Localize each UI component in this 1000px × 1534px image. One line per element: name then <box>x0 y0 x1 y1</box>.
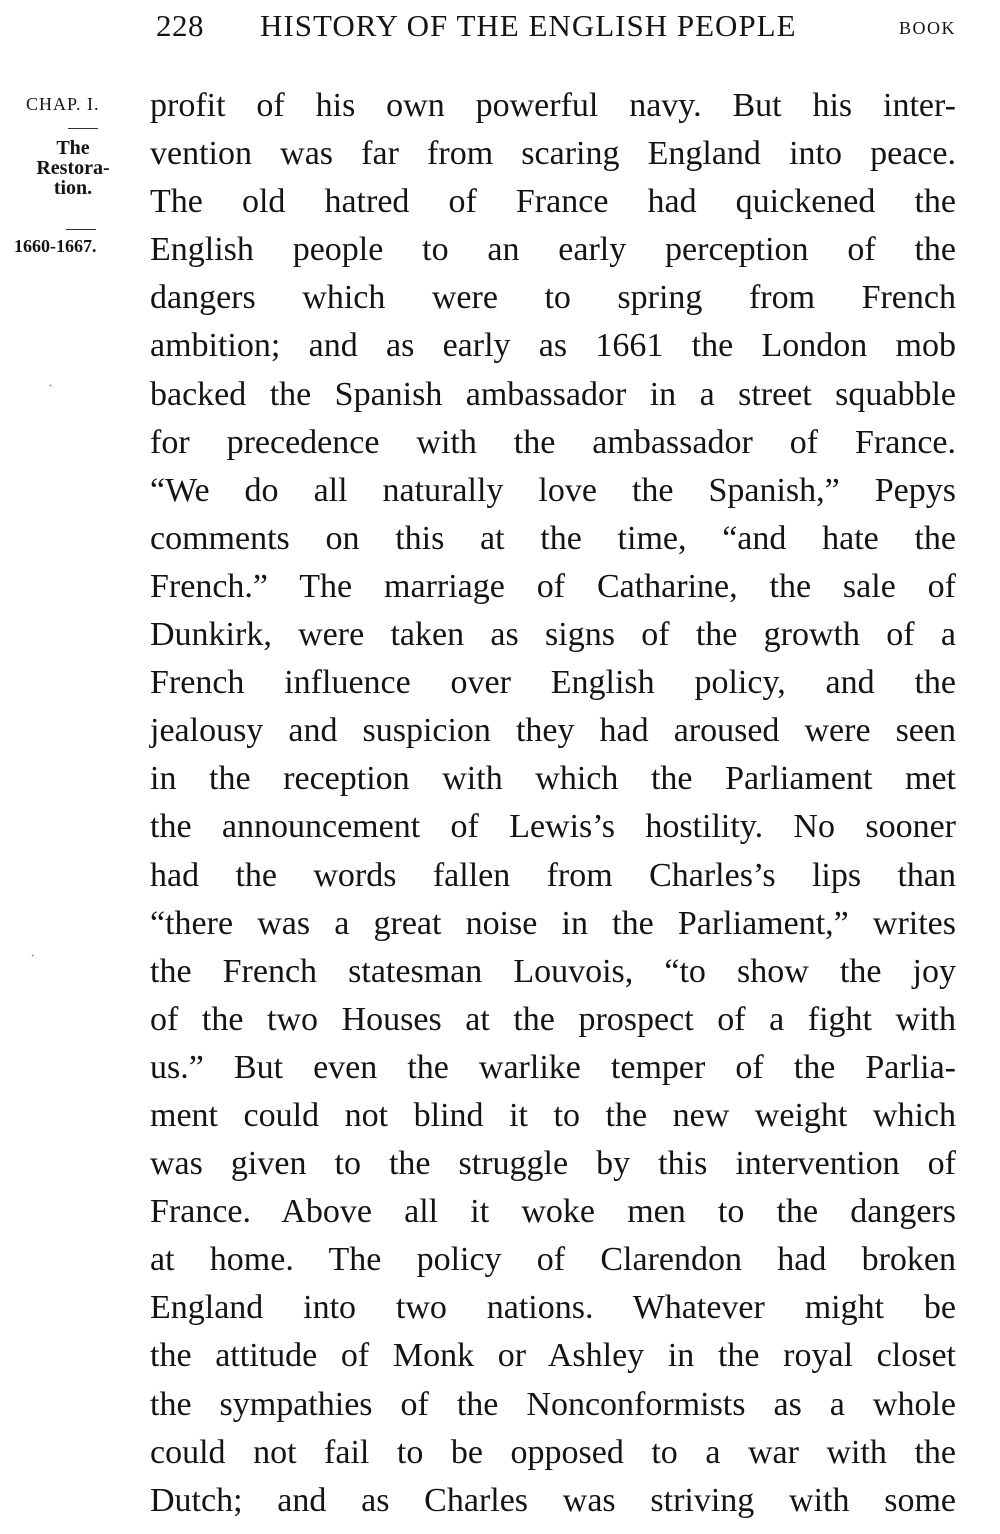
sidenote <box>14 138 132 198</box>
text-line: vention was far from scaring England into peace. <box>150 135 956 173</box>
text-line: in the reception with which the Parliament met <box>150 760 956 798</box>
text-line: ment could not blind it to the new weight which <box>150 1096 956 1134</box>
text-line: English people to an early perception of the <box>150 231 956 269</box>
body-text <box>150 82 956 1525</box>
text-line: of the two Houses at the prospect of a fight with <box>150 1000 956 1038</box>
book-label: BOOK <box>898 18 956 38</box>
sidenote-line: Restora- <box>36 157 110 179</box>
text-line: at home. The policy of Clarendon had broken <box>150 1241 956 1279</box>
sidenote-line: tion. <box>53 177 93 199</box>
date-range: 1660-1667. <box>14 236 97 256</box>
text-line: was given to the struggle by this intervention of <box>150 1145 956 1183</box>
text-line: French influence over English policy, and the <box>150 664 956 702</box>
text-line: the French statesman Louvois, “to show the joy <box>150 952 956 990</box>
text-line: “there was a great noise in the Parliament,” writes <box>150 904 956 942</box>
text-line: The old hatred of France had quickened the <box>150 183 956 221</box>
sidenote-line: The <box>56 137 90 159</box>
paper-speck: · <box>30 948 36 965</box>
margin-rule <box>66 229 96 230</box>
text-line: jealousy and suspicion they had aroused were seen <box>150 712 956 750</box>
text-line: England into two nations. Whatever might be <box>150 1289 956 1327</box>
text-line: France. Above all it woke men to the dangers <box>150 1193 956 1231</box>
chapter-label: CHAP. I. <box>26 94 100 114</box>
text-line: the sympathies of the Nonconformists as a whole <box>150 1385 956 1423</box>
text-line: comments on this at the time, “and hate the <box>150 519 956 557</box>
text-line: Dutch; and as Charles was striving with some <box>150 1481 956 1519</box>
text-line: profit of his own powerful navy. But his inter- <box>150 87 956 124</box>
running-title: HISTORY OF THE ENGLISH PEOPLE <box>260 8 797 43</box>
text-line: had the words fallen from Charles’s lips than <box>150 856 956 894</box>
text-line: the attitude of Monk or Ashley in the royal closet <box>150 1337 956 1375</box>
text-line: for precedence with the ambassador of France. <box>150 423 956 461</box>
page-number: 228 <box>156 8 204 43</box>
margin-rule <box>68 128 98 129</box>
paper-speck: · <box>48 378 54 395</box>
text-line: could not fail to be opposed to a war with the <box>150 1433 956 1471</box>
text-line: the announcement of Lewis’s hostility. No sooner <box>150 808 956 846</box>
running-header <box>0 6 1000 46</box>
text-line: Dunkirk, were taken as signs of the growth of a <box>150 616 956 654</box>
text-line: “We do all naturally love the Spanish,” Pepys <box>150 471 956 509</box>
text-line: dangers which were to spring from French <box>150 279 956 317</box>
text-line: French.” The marriage of Catharine, the sale of <box>150 567 956 605</box>
margin-notes <box>0 0 140 1534</box>
text-line: ambition; and as early as 1661 the London mob <box>150 327 956 365</box>
text-line: backed the Spanish ambassador in a street squabble <box>150 375 956 413</box>
text-line: us.” But even the warlike temper of the Parlia- <box>150 1048 956 1086</box>
